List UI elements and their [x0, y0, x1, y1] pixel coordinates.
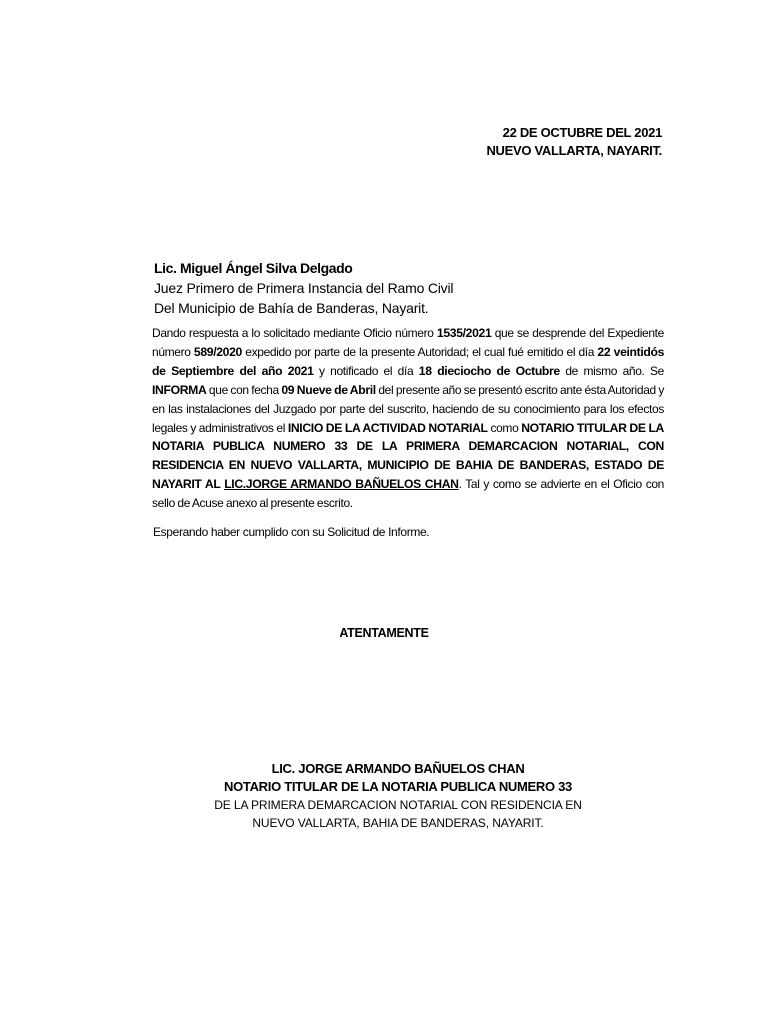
body-text-7: del presente año se presentó escrito ante ésta Autoridad y en las instalaciones del Juzgado por parte del suscrito, haciendo de su conocimiento para los efectos legales y administrativos el [152, 382, 664, 435]
body-text-9: . Tal y como se advierte en el Oficio con sello de Acuse anexo al presente escrito. [152, 477, 665, 511]
signer-title: NOTARIO TITULAR DE LA NOTARIA PUBLICA NUMERO 33 [224, 779, 572, 794]
date-block [486, 124, 662, 160]
atentamente-heading: ATENTAMENTE [339, 626, 429, 640]
expediente-number: 589/2020 [193, 344, 242, 359]
addressee-location: Del Municipio de Bahía de Banderas, Nayarit. [154, 300, 429, 316]
body-text-3: expedido por parte de la presente Autoridad; el cual fué emitido el día [241, 344, 598, 359]
document-date: 22 DE OCTUBRE DEL 2021 [502, 125, 662, 140]
body-text-5: de mismo año. Se [559, 363, 665, 378]
emission-date: 22 veintidós de Septiembre del año 2021 [152, 344, 665, 378]
body-text-4: y notificado el día [313, 363, 419, 378]
signature-block [0, 760, 768, 832]
signer-residence-line-1: DE LA PRIMERA DEMARCACION NOTARIAL CON RESIDENCIA EN [214, 798, 582, 812]
closing-line: Esperando haber cumplido con su Solicitud de Informe. [153, 525, 430, 539]
body-text-1: Dando respuesta a lo solicitado mediante Oficio número [152, 326, 437, 340]
notarial-start: INICIO DE LA ACTIVIDAD NOTARIAL [287, 420, 488, 435]
addressee-block [154, 258, 453, 318]
filing-date: 09 Nueve de Abril [281, 382, 376, 397]
notary-name: LIC.JORGE ARMANDO BAÑUELOS CHAN [224, 477, 459, 492]
body-text-2: que se desprende del Expediente número [152, 326, 664, 359]
body-text-8: como [487, 420, 522, 435]
body-text-6: que con fecha [206, 382, 282, 397]
signer-residence-line-2: NUEVO VALLARTA, BAHIA DE BANDERAS, NAYARIT. [252, 816, 544, 830]
signer-name: LIC. JORGE ARMANDO BAÑUELOS CHAN [271, 761, 525, 776]
informa-keyword: INFORMA [152, 382, 207, 397]
notary-position: NOTARIO TITULAR DE LA NOTARIA PUBLICA NUMERO 33 DE LA PRIMERA DEMARCACION NOTARIAL, CON RESIDENCIA EN NUEVO VALLARTA, MUNICIPIO DE BAHIA DE BANDERAS, ESTADO DE NAYARIT AL [152, 420, 664, 492]
notification-date: 18 dieciocho de Octubre [418, 363, 560, 378]
document-place: NUEVO VALLARTA, NAYARIT. [486, 143, 662, 158]
addressee-name: Lic. Miguel Ángel Silva Delgado [154, 260, 353, 276]
body-paragraph [152, 324, 664, 513]
oficio-number: 1535/2021 [436, 326, 492, 340]
addressee-title: Juez Primero de Primera Instancia del Ramo Civil [154, 280, 454, 296]
